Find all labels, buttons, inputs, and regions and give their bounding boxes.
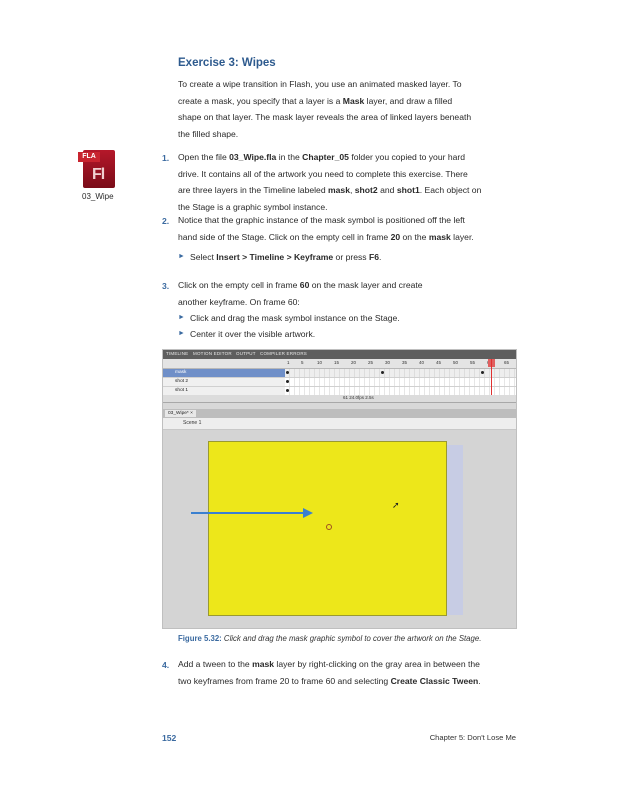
bullet-arrow-icon: ►: [178, 253, 185, 260]
frame-cells[interactable]: [285, 369, 516, 377]
drag-arrow: [191, 512, 309, 514]
tab-timeline: TIMELINE: [166, 351, 189, 356]
bullet-arrow-icon: ►: [178, 314, 185, 321]
frame-number: 45: [436, 360, 442, 365]
frame-number: 10: [317, 360, 323, 365]
drag-arrow-head: [303, 508, 313, 518]
tab-compiler-errors: COMPILER ERRORS: [260, 351, 308, 356]
frame-number: 20: [351, 360, 357, 365]
status-readout: 61 24.0fps 2.5s: [343, 395, 374, 400]
layer-row-mask[interactable]: [163, 369, 516, 378]
step-3-text: Click on the empty cell in frame 60 on the mask layer and create another keyframe. On frame 60:: [178, 280, 423, 307]
layer-name: mask: [175, 370, 187, 375]
step-2-bullet: Select Insert > Timeline > Keyframe or press F6.: [190, 252, 382, 262]
frame-number: 35: [402, 360, 408, 365]
keyframe-dot[interactable]: [481, 371, 484, 374]
timeline-status-bar: [163, 395, 516, 403]
frame-number: 55: [470, 360, 476, 365]
frame-number: 50: [453, 360, 459, 365]
frame-cells[interactable]: [285, 387, 516, 395]
keyframe-dot[interactable]: [286, 380, 289, 383]
chapter-title: Chapter 5: Don't Lose Me: [429, 733, 516, 742]
keyframe-dot[interactable]: [286, 371, 289, 374]
intro-line: shape on that layer. The mask layer reveals the area of linked layers beneath: [178, 112, 472, 122]
step-3-bullet: Center it over the visible artwork.: [190, 329, 316, 339]
frame-cells[interactable]: [285, 378, 516, 386]
figure-caption: Figure 5.32: Click and drag the mask graphic symbol to cover the artwork on the Stage.: [178, 634, 482, 643]
intro-line: To create a wipe transition in Flash, you use an animated masked layer. To: [178, 79, 462, 89]
keyframe-dot[interactable]: [381, 371, 384, 374]
step-number: 2.: [162, 216, 170, 226]
registration-point-icon: [326, 524, 332, 530]
frame-number: 30: [385, 360, 391, 365]
tab-motion-editor: MOTION EDITOR: [193, 351, 232, 356]
layer-name: shot 2: [175, 379, 189, 384]
move-cursor-icon: ➚: [392, 500, 400, 510]
page-number: 152: [162, 733, 177, 743]
step-number: 1.: [162, 153, 170, 163]
intro-line: the filled shape.: [178, 128, 239, 139]
flash-screenshot-figure: [162, 349, 517, 629]
step-number: 4.: [162, 660, 170, 670]
step-4-text: Add a tween to the mask layer by right-clicking on the gray area in between the two keyframes from frame 20 to frame 60 and selecting Create Classic Tween.: [178, 659, 481, 686]
step-number: 3.: [162, 281, 170, 291]
flash-logo-glyph: Fl: [92, 166, 105, 183]
frame-number: 25: [368, 360, 374, 365]
step-3-bullet: Click and drag the mask symbol instance on the Stage.: [190, 313, 400, 323]
keyframe-dot[interactable]: [286, 389, 289, 392]
layer-row-shot2[interactable]: [163, 378, 516, 387]
frame-number: 15: [334, 360, 340, 365]
step-2-text: Notice that the graphic instance of the mask symbol is positioned off the left hand side of the Stage. Click on the empty cell in frame 20 on the mask layer.: [178, 215, 474, 242]
document-tab[interactable]: 03_Wipe* ×: [165, 410, 196, 417]
tab-output: OUTPUT: [236, 351, 256, 356]
frame-number: 5: [301, 360, 304, 365]
bullet-arrow-icon: ►: [178, 330, 185, 337]
file-icon-caption: 03_Wipe: [82, 192, 114, 201]
frame-number: 1: [287, 360, 290, 365]
scene-breadcrumb: [163, 418, 516, 430]
layer-name: shot 1: [175, 388, 189, 393]
intro-paragraph: [178, 76, 518, 142]
intro-line: create a mask, you specify that a layer is a Mask layer, and draw a filled: [178, 95, 453, 106]
document-tab-bar: [163, 409, 516, 418]
timeline-header: [163, 359, 516, 369]
scene-label[interactable]: Scene 1: [183, 420, 202, 426]
playhead-line: [491, 359, 492, 399]
fla-badge: FLA: [78, 152, 100, 162]
step-1-text: Open the file 03_Wipe.fla in the Chapter_05 folder you copied to your hard drive. It contains all of the artwork you need to complete this exercise. There are three layers in the Timeline labeled mask, shot2 and shot1. Each object on the Stage is a graphic symbol instance.: [178, 152, 482, 212]
frame-number: 65: [504, 360, 510, 365]
frame-number: 40: [419, 360, 425, 365]
exercise-heading: Exercise 3: Wipes: [178, 57, 276, 69]
